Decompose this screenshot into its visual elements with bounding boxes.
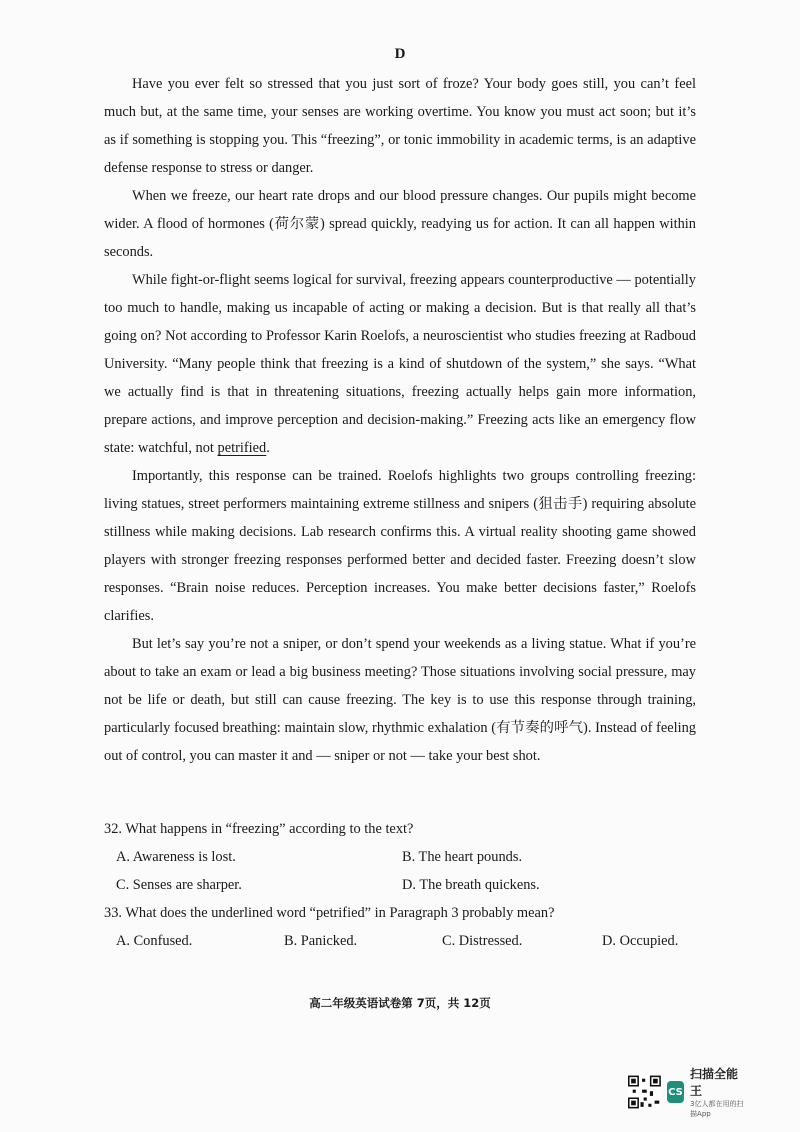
question-32-stem: 32. What happens in “freezing” according to the text? <box>104 821 414 837</box>
page-footer: 高二年级英语试卷第 7页，共 12页 <box>309 996 491 1010</box>
qr-code-icon <box>628 1071 661 1113</box>
option-c: C. Senses are sharper. <box>116 877 242 893</box>
paragraph-2: When we freeze, our heart rate drops and our blood pressure changes. Our pupils might become wider. A flood of hormones (荷尔蒙) spread quickly, readying us for action. It can all happen within seconds. <box>104 188 696 260</box>
section-letter: D <box>394 46 406 62</box>
paragraph-4: Importantly, this response can be trained. Roelofs highlights two groups controlling freezing: living statues, street performers maintaining extreme stillness and snipers (狙击手) requiring absolute stillness while making decisions. Lab research confirms this. A virtual reality shooting game showed players with stronger freezing responses performed better and decided faster. Freezing doesn’t slow responses. “Brain noise reduces. Perception increases. You make better decisions faster,” Roelofs clarifies. <box>104 468 696 624</box>
camscanner-logo: CS <box>667 1081 684 1103</box>
option-b: B. The heart pounds. <box>402 849 523 865</box>
underlined-word: petrified <box>217 440 267 456</box>
question-33-stem: 33. What does the underlined word “petrified” in Paragraph 3 probably mean? <box>104 905 555 921</box>
questions <box>104 815 704 955</box>
watermark-subtitle: 3亿人都在用的扫描App <box>690 1100 744 1118</box>
option-a: A. Awareness is lost. <box>116 849 236 865</box>
paragraph-5: But let’s say you’re not a sniper, or don’t spend your weekends as a living statue. What if you’re about to take an exam or lead a big business meeting? Those situations involving social pressure, may not be life or death, but still can cause freezing. The key is to use this response through training, particularly focused breathing: maintain slow, rhythmic exhalation (有节奏的呼气). Instead of feeling out of control, you can master it and — sniper or not — take your best shot. <box>104 636 696 764</box>
watermark-title: 扫描全能王 <box>690 1067 739 1098</box>
paragraph-3-end: . <box>266 440 270 456</box>
question-32-options <box>116 843 704 899</box>
paragraph-3-text: While fight-or-flight seems logical for survival, freezing appears counterproductive — potentially too much to handle, making us incapable of acting or making a decision. But is that really all that’s going on? Not according to Professor Karin Roelofs, a neuroscientist who studies freezing at Radboud University. “Many people think that freezing is a kind of shutdown of the system,” she says. “What we actually find is that in threatening situations, freezing actually helps gain more information, prepare actions, and improve perception and decision-making.” Freezing acts like an emergency flow state: watchful, not <box>104 272 696 456</box>
scanner-watermark <box>628 1068 748 1116</box>
paragraph-1: Have you ever felt so stressed that you just sort of froze? Your body goes still, you can’t feel much but, at the same time, your senses are working overtime. You know you must act soon; but it’s as if something is stopping you. This “freezing”, or tonic immobility in academic terms, is an adaptive defense response to stress or danger. <box>104 76 696 176</box>
watermark-text <box>690 1065 748 1119</box>
option-d: D. The breath quickens. <box>402 877 540 893</box>
paragraph-3 <box>104 266 696 462</box>
option-a: A. Confused. <box>116 933 193 949</box>
option-d: D. Occupied. <box>602 933 679 949</box>
option-b: B. Panicked. <box>284 933 358 949</box>
question-33-options <box>116 927 704 955</box>
reading-passage <box>104 70 696 770</box>
option-c: C. Distressed. <box>442 933 523 949</box>
